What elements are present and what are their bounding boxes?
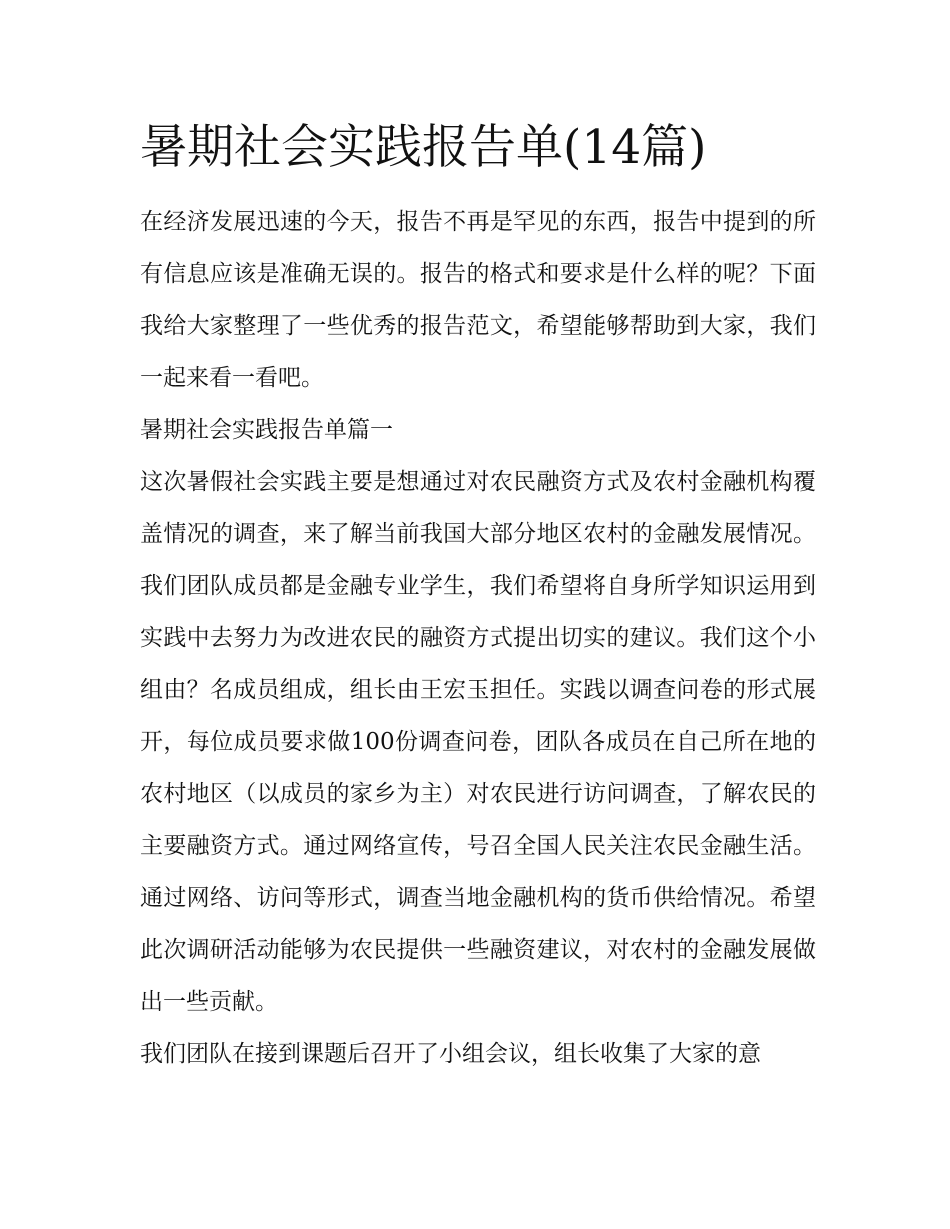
intro-paragraph: 在经济发展迅速的今天，报告不再是罕见的东西，报告中提到的所有信息应该是准确无误的。报告的格式和要求是什么样的呢？下面我给大家整理了一些优秀的报告范文，希望能够帮助到大家，我们一起来看一看吧。 xyxy=(140,209,816,391)
body-paragraph-2: 我们团队在接到课题后召开了小组会议，组长收集了大家的意 xyxy=(140,1041,761,1067)
document-body xyxy=(140,196,816,1080)
document-title: 暑期社会实践报告单(14篇) xyxy=(140,120,707,175)
section-heading: 暑期社会实践报告单篇一 xyxy=(140,417,393,443)
body-paragraph-1: 这次暑假社会实践主要是想通过对农民融资方式及农村金融机构覆盖情况的调查，来了解当前我国大部分地区农村的金融发展情况。我们团队成员都是金融专业学生，我们希望将自身所学知识运用到实践中去努力为改进农民的融资方式提出切实的建议。我们这个小组由？名成员组成，组长由王宏玉担任。实践以调查问卷的形式展开，每位成员要求做100份调查问卷，团队各成员在自己所在地的农村地区（以成员的家乡为主）对农民进行访问调查，了解农民的主要融资方式。通过网络宣传，号召全国人民关注农民金融生活。通过网络、访问等形式，调查当地金融机构的货币供给情况。希望此次调研活动能够为农民提供一些融资建议，对农村的金融发展做出一些贡献。 xyxy=(140,469,816,1015)
